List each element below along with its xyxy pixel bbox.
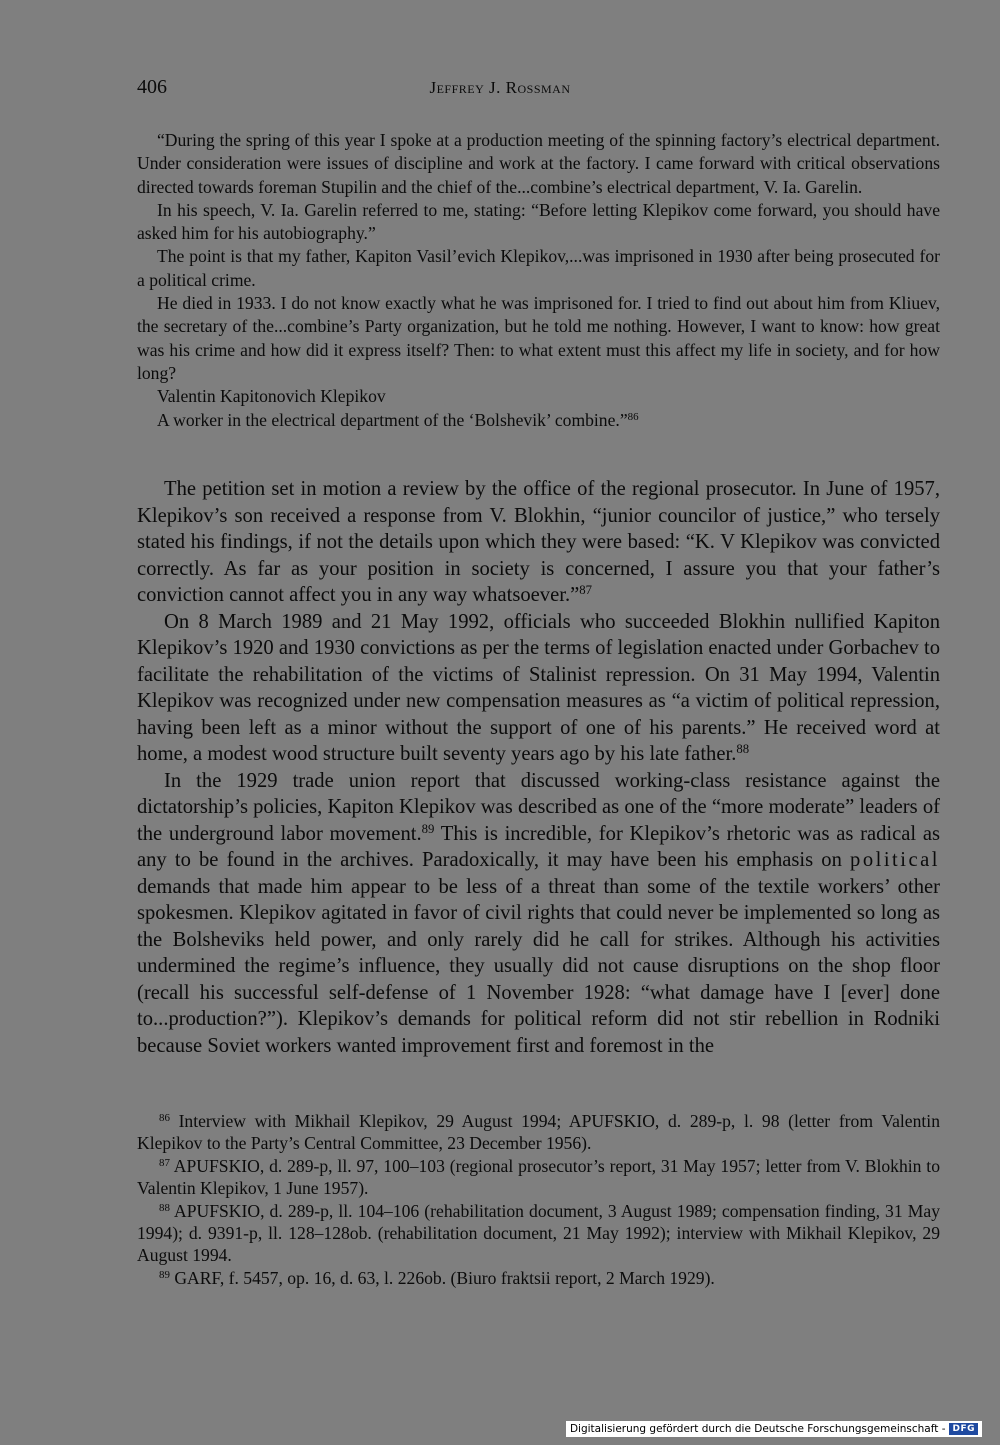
main-body bbox=[137, 476, 940, 1059]
running-head: Jeffrey J. Rossman bbox=[429, 78, 571, 97]
body-paragraph bbox=[137, 768, 940, 1060]
footnote bbox=[137, 1201, 940, 1266]
footnote-text: Interview with Mikhail Klepikov, 29 August 1994; APUFSKIO, d. 289-p, l. 98 (letter from Valentin Klepikov to the Party’s Central Committee, 23 December 1956). bbox=[137, 1111, 940, 1153]
body-paragraph bbox=[137, 476, 940, 609]
dfg-logo-icon: DFG bbox=[949, 1423, 978, 1435]
footnote bbox=[137, 1268, 940, 1290]
footnote-text: GARF, f. 5457, op. 16, d. 63, l. 226ob. (Biuro fraktsii report, 2 March 1929). bbox=[174, 1268, 715, 1289]
footnote-ref[interactable]: 88 bbox=[736, 741, 750, 756]
footnote-number: 87 bbox=[159, 1157, 170, 1170]
footnote-number: 89 bbox=[159, 1269, 170, 1282]
digitization-notice bbox=[566, 1421, 982, 1437]
quote-paragraph: He died in 1933. I do not know exactly what he was imprisoned for. I tried to find out about him from Kliuev, the secretary of the...combine’s Party organization, but he told me nothing. However, I want to know: how great was his crime and how did it express itself? Then: to what extent must this affect my life in society, and for how long? bbox=[137, 293, 940, 383]
footnote-text: APUFSKIO, d. 289-p, ll. 97, 100–103 (regional prosecutor’s report, 31 May 1957; letter from V. Blokhin to Valentin Klepikov, 1 June 1957). bbox=[137, 1156, 940, 1198]
body-text: In the 1929 trade union report that discussed working-class resistance against the dictatorship’s policies, Kapiton Klepikov was described as one of the “more moderate” leaders of the underground labor movement. bbox=[137, 769, 940, 845]
body-text: On 8 March 1989 and 21 May 1992, officials who succeeded Blokhin nullified Kapiton Klepikov’s 1920 and 1930 convictions as per the terms of legislation enacted under Gorbachev to facilitate the rehabilitation of the victims of Stalinist repression. On 31 May 1994, Valentin Klepikov was recognized under new compensation measures as “a victim of political repression, having been left as a minor without the support of one of his parents.” He received word at home, a modest wood structure built seventy years ago by his late father. bbox=[137, 610, 940, 765]
quote-paragraph: “During the spring of this year I spoke at a production meeting of the spinning factory’s electrical department. Under consideration were issues of discipline and work at the factory. I came forward with critical observations directed towards foreman Stupilin and the chief of the...combine’s electrical department, V. Ia. Garelin. bbox=[137, 130, 940, 197]
footnote bbox=[137, 1111, 940, 1154]
quote-signature-name: Valentin Kapitonovich Klepikov bbox=[157, 386, 386, 407]
page-number: 406 bbox=[137, 76, 167, 98]
footnote-ref[interactable]: 89 bbox=[421, 821, 435, 836]
footnote-ref[interactable]: 87 bbox=[579, 582, 592, 597]
quote-signature-title bbox=[137, 409, 940, 432]
digitization-text: Digitalisierung gefördert durch die Deutsche Forschungsgemeinschaft - bbox=[569, 1423, 946, 1435]
body-text: The petition set in motion a review by the office of the regional prosecutor. In June of 1957, Klepikov’s son received a response from V. Blokhin, “junior councilor of justice,” who tersely stated his findings, if not the details upon which they were based: “K. V Klepikov was convicted correctly. As far as your position in society is concerned, I assure you that your father’s conviction cannot affect you in any way whatsoever.” bbox=[137, 478, 940, 606]
body-paragraph bbox=[137, 609, 940, 768]
footnote-number: 88 bbox=[159, 1202, 170, 1215]
block-quote bbox=[137, 129, 940, 432]
footnote-ref[interactable]: 86 bbox=[627, 410, 639, 423]
quote-paragraph: In his speech, V. Ia. Garelin referred to me, stating: “Before letting Klepikov come forward, you should have asked him for his autobiography.” bbox=[137, 199, 940, 244]
footnotes bbox=[137, 1111, 940, 1292]
body-text: This is incredible, for Klepikov’s rhetoric was as radical as any to be found in the archives. Paradoxically, it may have been his emphasis on bbox=[137, 822, 940, 871]
emphasized-word: political bbox=[850, 849, 940, 871]
footnote-text: APUFSKIO, d. 289-p, ll. 104–106 (rehabilitation document, 3 August 1989; compensation finding, 31 May 1994); d. 9391-p, ll. 128–128ob. (rehabilitation document, 21 May 1992); interview with Mikhail Klepikov, 29 August 1994. bbox=[137, 1201, 940, 1265]
footnote bbox=[137, 1156, 940, 1199]
body-text: demands that made him appear to be less of a threat than some of the textile workers’ other spokesmen. Klepikov agitated in favor of civil rights that could never be implemented so long as the Bolsheviks held power, and only rarely did he call for strikes. Although his activities undermined the regime’s influence, they usually did not cause disruptions on the shop floor (recall his successful self-defense of 1 November 1928: “what damage have I [ever] done to...production?”). Klepikov’s demands for political reform did not stir rebellion in Rodniki because Soviet workers wanted improvement first and foremost in the bbox=[137, 875, 940, 1057]
quote-signature-text: A worker in the electrical department of the ‘Bolshevik’ combine.” bbox=[157, 409, 628, 430]
quote-paragraph: The point is that my father, Kapiton Vasil’evich Klepikov,...was imprisoned in 1930 after being prosecuted for a political crime. bbox=[137, 246, 940, 290]
footnote-number: 86 bbox=[159, 1112, 170, 1124]
